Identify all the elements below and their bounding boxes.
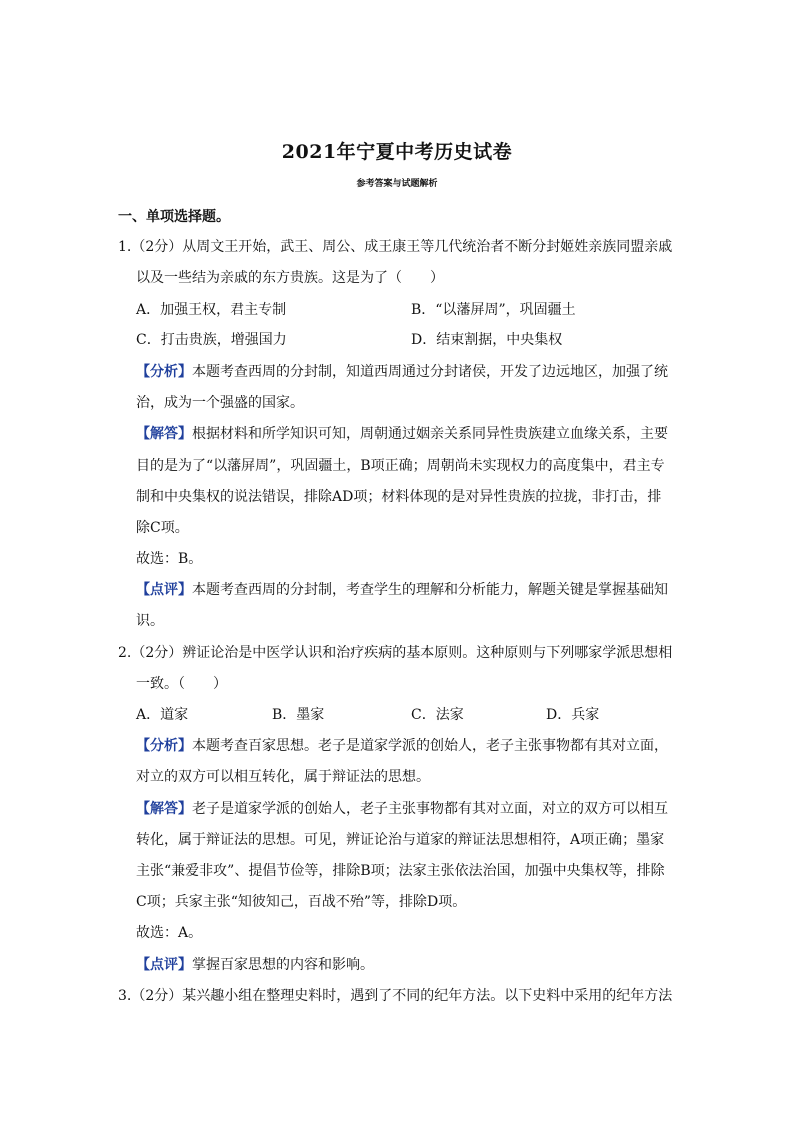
page-subtitle: 参考答案与试题解析 [356, 179, 438, 189]
question-2-answer-line-3: 主张“兼爱非攻”、提倡节俭等，排除B项；法家主张依法治国，加强中央集权等，排除 [136, 863, 665, 879]
question-2-option-a: A．道家 [136, 707, 189, 723]
question-2-option-d: D．兵家 [546, 707, 600, 723]
question-1-stem-line-2: 以及一些结为亲戚的东方贵族。这是为了（ ） [136, 270, 444, 286]
question-2-stem-line-1: 2.（2分）辨证论治是中医学认识和治疗疾病的基本原则。这种原则与下列哪家学派思想相 [118, 645, 673, 661]
question-2-answer-line-2: 转化，属于辩证法的思想。可见，辨证论治与道家的辩证法思想相符，A项正确；墨家 [136, 832, 665, 848]
question-2-analysis-line-2: 对立的双方可以相互转化，属于辩证法的思想。 [136, 769, 430, 785]
question-1-answer-line-3: 制和中央集权的说法错误，排除AD项；材料体现的是对异性贵族的拉拢，非打击，排 [136, 489, 662, 505]
question-2-option-b: B．墨家 [272, 707, 325, 723]
question-1-answer-line-4: 除C项。 [136, 520, 189, 536]
analysis-tag: 【分析】 [136, 364, 192, 380]
analysis-tag: 【分析】 [136, 738, 192, 754]
question-1-option-d: D．结束割据，中央集权 [411, 332, 563, 348]
question-3-stem-line-1: 3.（2分）某兴趣小组在整理史料时，遇到了不同的纪年方法。以下史料中采用的纪年方法 [118, 988, 673, 1004]
question-2-answer-line-4: C项；兵家主张“知彼知己，百战不殆”等，排除D项。 [136, 894, 467, 910]
section-heading: 一、单项选择题。 [118, 209, 230, 225]
question-2-stem-line-2: 一致。（ ） [136, 676, 227, 692]
question-1-comment-line-2: 识。 [136, 613, 164, 629]
analysis-text: 本题考查百家思想。老子是道家学派的创始人，老子主张事物都有其对立面， [192, 738, 668, 754]
question-1-choice: 故选：B。 [136, 551, 203, 567]
comment-tag: 【点评】 [136, 582, 192, 598]
question-1-answer-line-1 [136, 424, 668, 444]
question-1-answer-line-2: 目的是为了“以藩屏周”，巩固疆土，B项正确；周朝尚未实现权力的高度集中，君主专 [136, 458, 665, 474]
answer-text: 老子是道家学派的创始人，老子主张事物都有其对立面，对立的双方可以相互 [192, 801, 668, 817]
question-1-stem-line-1: 1.（2分）从周文王开始，武王、周公、成王康王等几代统治者不断分封姬姓亲族同盟亲戚 [118, 239, 673, 255]
comment-tag: 【点评】 [136, 957, 192, 973]
question-1-option-c: C．打击贵族，增强国力 [136, 332, 287, 348]
answer-tag: 【解答】 [136, 801, 192, 817]
question-1-analysis-line-1 [136, 362, 668, 382]
question-2-analysis-line-1 [136, 736, 668, 756]
analysis-text: 本题考查西周的分封制，知道西周通过分封诸侯，开发了边远地区，加强了统 [192, 364, 668, 380]
question-2-choice: 故选：A。 [136, 925, 203, 941]
question-2-option-c: C．法家 [411, 707, 464, 723]
question-2-answer-line-1 [136, 799, 668, 819]
question-1-analysis-line-2: 治，成为一个强盛的国家。 [136, 395, 304, 411]
question-1-option-a: A．加强王权，君主专制 [136, 302, 287, 318]
answer-text: 根据材料和所学知识可知，周朝通过姻亲关系同异性贵族建立血缘关系，主要 [192, 426, 668, 442]
answer-tag: 【解答】 [136, 426, 192, 442]
question-1-comment-line-1 [136, 580, 668, 600]
comment-text: 掌握百家思想的内容和影响。 [192, 957, 374, 973]
comment-text: 本题考查西周的分封制，考查学生的理解和分析能力，解题关键是掌握基础知 [192, 582, 668, 598]
page-title: 2021年宁夏中考历史试卷 [281, 141, 513, 163]
question-2-comment-line-1 [136, 955, 374, 975]
question-1-option-b: B．“以藩屏周”，巩固疆土 [411, 302, 576, 318]
